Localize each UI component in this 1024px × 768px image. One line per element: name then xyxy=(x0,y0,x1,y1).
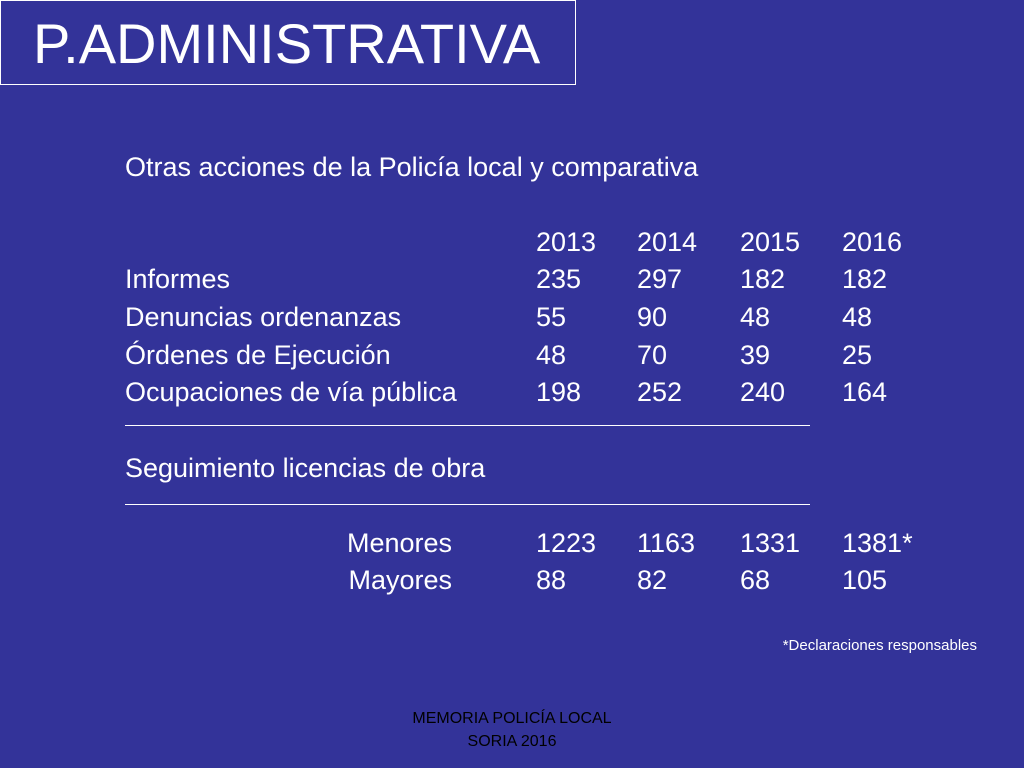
year-header: 2016 xyxy=(842,227,903,257)
row-value: 240 xyxy=(740,377,786,407)
row-value: 55 xyxy=(536,302,567,332)
row-value: 252 xyxy=(637,377,683,407)
row-value: 182 xyxy=(740,264,786,294)
row-value: 48 xyxy=(740,302,771,332)
table-row xyxy=(0,525,1024,561)
row-value: 82 xyxy=(637,565,668,595)
row-value: 1163 xyxy=(637,528,696,558)
title-box xyxy=(0,0,576,85)
footer-line: MEMORIA POLICÍA LOCAL xyxy=(412,710,612,727)
year-header-row xyxy=(0,224,1024,260)
subtitle: Otras acciones de la Policía local y comparativa xyxy=(125,152,699,182)
row-label: Denuncias ordenanzas xyxy=(125,302,402,332)
row-value: 88 xyxy=(536,565,567,595)
row-label: Ocupaciones de vía pública xyxy=(125,377,457,407)
row-label: Órdenes de Ejecución xyxy=(125,340,391,370)
row-value: 105 xyxy=(842,565,888,595)
table-row xyxy=(0,261,1024,297)
table-row xyxy=(0,337,1024,373)
row-value: 48 xyxy=(842,302,873,332)
row-value: 90 xyxy=(637,302,668,332)
row-label: Informes xyxy=(125,264,231,294)
row-value: 48 xyxy=(536,340,567,370)
table-row xyxy=(0,562,1024,598)
footer xyxy=(362,707,662,753)
divider xyxy=(125,504,810,505)
page-title: P.ADMINISTRATIVA xyxy=(33,12,541,75)
row-value: 297 xyxy=(637,264,683,294)
year-header: 2014 xyxy=(637,227,698,257)
row-value: 1331 xyxy=(740,528,801,558)
footnote: *Declaraciones responsables xyxy=(782,637,977,654)
row-value: 182 xyxy=(842,264,888,294)
row-value: 25 xyxy=(842,340,873,370)
year-header: 2015 xyxy=(740,227,801,257)
row-value: 1381* xyxy=(842,528,913,558)
row-value: 68 xyxy=(740,565,771,595)
row-value: 39 xyxy=(740,340,771,370)
divider xyxy=(125,425,810,426)
year-header: 2013 xyxy=(536,227,597,257)
row-value: 70 xyxy=(637,340,668,370)
footer-line: SORIA 2016 xyxy=(467,733,557,750)
table-row xyxy=(0,374,1024,410)
row-value: 198 xyxy=(536,377,582,407)
row-value: 1223 xyxy=(536,528,597,558)
row-label: Mayores xyxy=(348,565,452,595)
row-value: 164 xyxy=(842,377,888,407)
section-title: Seguimiento licencias de obra xyxy=(125,453,486,483)
row-label: Menores xyxy=(346,528,452,558)
row-value: 235 xyxy=(536,264,582,294)
table-row xyxy=(0,299,1024,335)
